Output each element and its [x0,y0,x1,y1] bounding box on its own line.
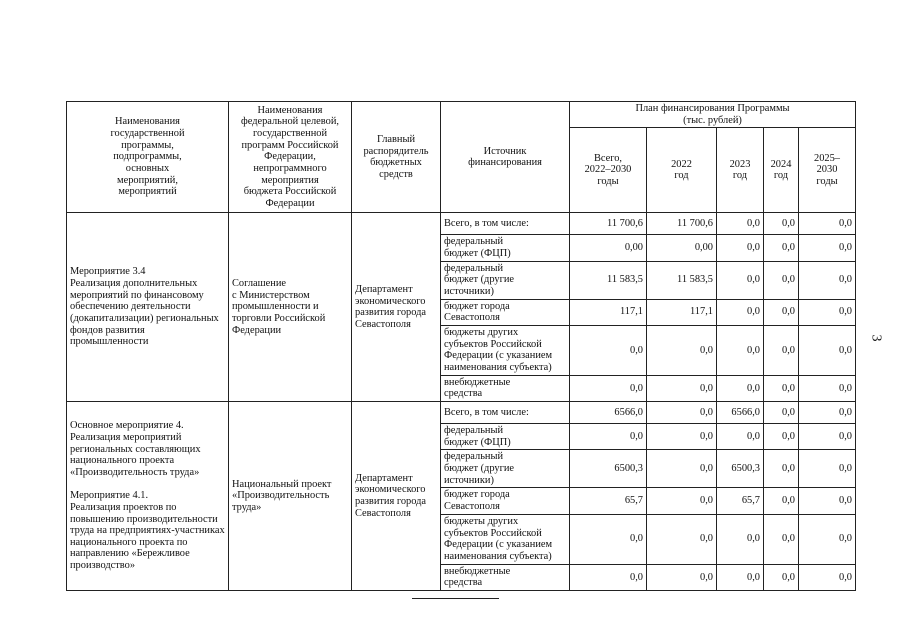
footer-divider [412,598,499,599]
value-2024: 0,0 [764,213,799,235]
value-2024: 0,0 [764,299,799,325]
value-2025-2030: 0,0 [799,488,856,514]
program-name: Соглашение с Министерством промышленности и торговли Российской Федерации [229,213,352,402]
value-2025-2030: 0,0 [799,235,856,261]
financing-table [66,101,856,591]
value-2023: 0,0 [717,514,764,564]
value-2023: 6500,3 [717,450,764,488]
value-2022: 0,0 [647,514,717,564]
header-year-2022: 2022 год [647,128,717,213]
budget-manager: Департамент экономического развития города Севастополя [352,213,441,402]
value-total: 0,0 [570,514,647,564]
table-row [67,213,856,235]
value-total: 11 583,5 [570,261,647,299]
value-2023: 6566,0 [717,402,764,424]
value-2023: 65,7 [717,488,764,514]
value-2023: 0,0 [717,325,764,375]
value-2024: 0,0 [764,402,799,424]
header-federal-programs: Наименования федеральной целевой, государственной программ Российской Федерации, непрограммного мероприятия бюджета Российской Федерации [229,102,352,213]
page-number: 3 [868,334,884,342]
value-total: 117,1 [570,299,647,325]
table-row [67,402,856,424]
value-2022: 0,0 [647,402,717,424]
value-2025-2030: 0,0 [799,424,856,450]
value-2023: 0,0 [717,299,764,325]
value-total: 0,0 [570,424,647,450]
header-year-total: Всего, 2022–2030 годы [570,128,647,213]
event-name: Мероприятие 3.4 Реализация дополнительных мероприятий по финансовому обеспечению деятельности (докапитализации) региональных фондов развития промышленности [67,213,229,402]
header-funding-source: Источник финансирования [441,102,570,213]
value-total: 6566,0 [570,402,647,424]
value-total: 6500,3 [570,450,647,488]
funding-source: федеральный бюджет (другие источники) [441,450,570,488]
value-total: 0,0 [570,564,647,590]
value-2025-2030: 0,0 [799,299,856,325]
value-total: 0,0 [570,375,647,401]
value-2025-2030: 0,0 [799,261,856,299]
value-2022: 0,0 [647,325,717,375]
funding-source: федеральный бюджет (ФЦП) [441,235,570,261]
header-year-2025-2030: 2025– 2030 годы [799,128,856,213]
value-2025-2030: 0,0 [799,213,856,235]
value-2023: 0,0 [717,375,764,401]
header-program-names: Наименования государственной программы, подпрограммы, основных мероприятий, мероприятий [67,102,229,213]
funding-source: Всего, в том числе: [441,402,570,424]
value-2022: 11 583,5 [647,261,717,299]
funding-source: внебюджетные средства [441,375,570,401]
value-2024: 0,0 [764,325,799,375]
value-2022: 0,0 [647,424,717,450]
value-2022: 11 700,6 [647,213,717,235]
value-total: 0,00 [570,235,647,261]
funding-source: федеральный бюджет (ФЦП) [441,424,570,450]
value-2024: 0,0 [764,375,799,401]
header-year-2023: 2023 год [717,128,764,213]
value-2022: 0,0 [647,488,717,514]
value-2025-2030: 0,0 [799,514,856,564]
value-2022: 117,1 [647,299,717,325]
header-financing-plan: План финансирования Программы (тыс. рублей) [570,102,856,128]
value-2024: 0,0 [764,261,799,299]
funding-source: федеральный бюджет (другие источники) [441,261,570,299]
value-2022: 0,0 [647,564,717,590]
budget-manager: Департамент экономического развития города Севастополя [352,402,441,591]
value-2023: 0,0 [717,261,764,299]
value-2025-2030: 0,0 [799,564,856,590]
value-2025-2030: 0,0 [799,402,856,424]
value-2024: 0,0 [764,450,799,488]
funding-source: бюджет города Севастополя [441,488,570,514]
value-2025-2030: 0,0 [799,325,856,375]
funding-source: бюджет города Севастополя [441,299,570,325]
header-budget-manager: Главный распорядитель бюджетных средств [352,102,441,213]
value-2025-2030: 0,0 [799,375,856,401]
value-2024: 0,0 [764,514,799,564]
value-2025-2030: 0,0 [799,450,856,488]
value-2024: 0,0 [764,235,799,261]
event-name: Основное мероприятие 4. Реализация мероприятий региональных составляющих национального проекта «Производительность труда» Мероприятие 4.1. Реализация проектов по повышению производительности труда на предприятиях-участниках национального проекта по направлению «Бережливое производство» [67,402,229,591]
value-2024: 0,0 [764,424,799,450]
program-name: Национальный проект «Производительность труда» [229,402,352,591]
value-total: 65,7 [570,488,647,514]
funding-source: бюджеты других субъектов Российской Федерации (с указанием наименования субъекта) [441,325,570,375]
value-2022: 0,00 [647,235,717,261]
value-2023: 0,0 [717,213,764,235]
value-2023: 0,0 [717,424,764,450]
value-2023: 0,0 [717,235,764,261]
value-2022: 0,0 [647,450,717,488]
value-2023: 0,0 [717,564,764,590]
funding-source: бюджеты других субъектов Российской Федерации (с указанием наименования субъекта) [441,514,570,564]
value-2022: 0,0 [647,375,717,401]
funding-source: внебюджетные средства [441,564,570,590]
value-2024: 0,0 [764,564,799,590]
value-total: 11 700,6 [570,213,647,235]
header-year-2024: 2024 год [764,128,799,213]
funding-source: Всего, в том числе: [441,213,570,235]
value-total: 0,0 [570,325,647,375]
value-2024: 0,0 [764,488,799,514]
